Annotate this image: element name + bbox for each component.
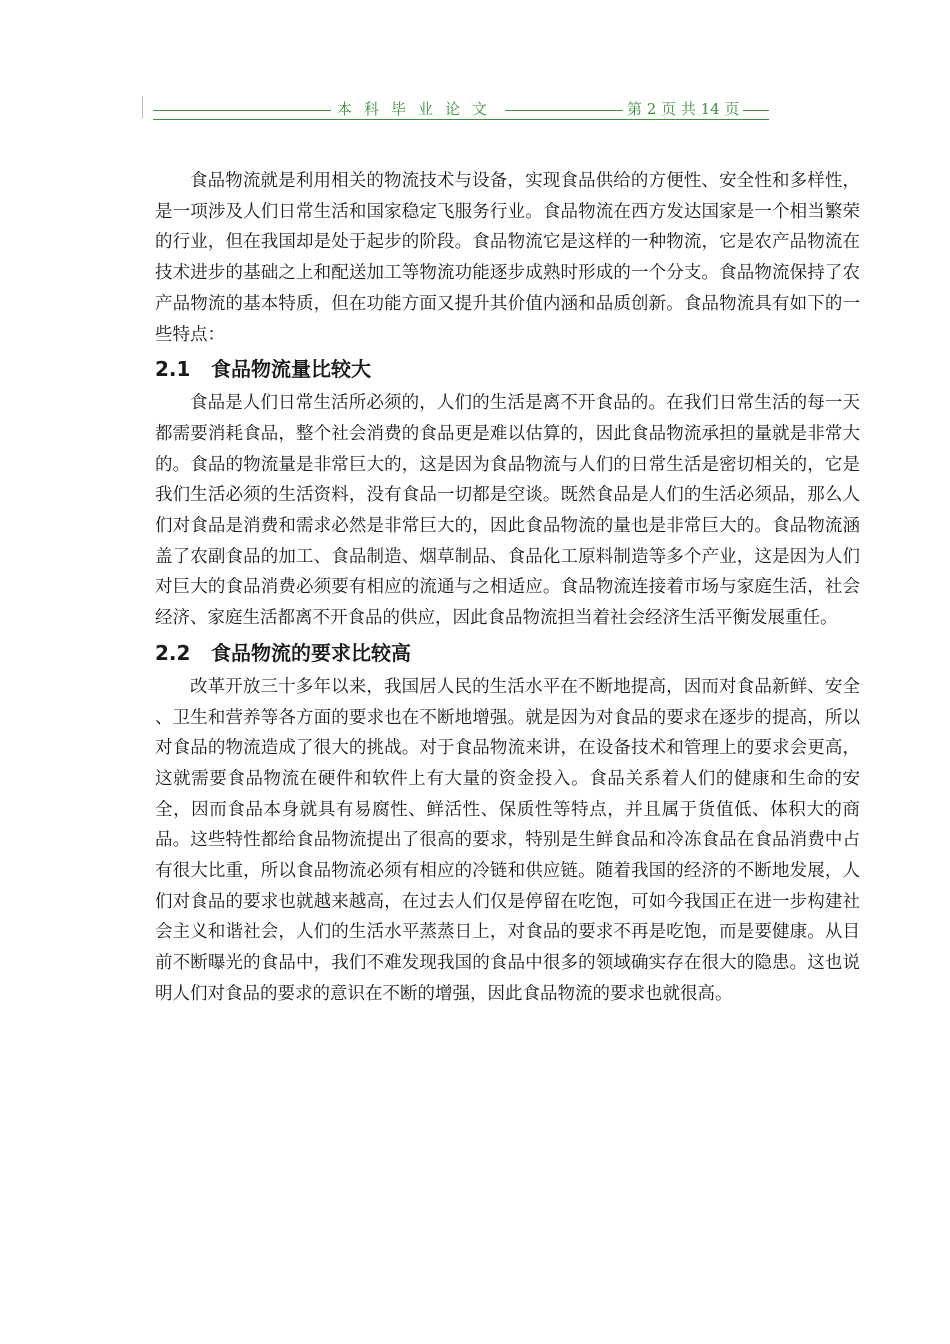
header-underline: [153, 119, 769, 120]
section-number: 2.1: [155, 357, 191, 382]
section-title: 食品物流的要求比较高: [211, 640, 411, 665]
page-header: [153, 99, 769, 121]
margin-corner-mark: [142, 96, 143, 118]
section-heading-2-1: [155, 352, 860, 386]
section-2-2-paragraph: 改革开放三十多年以来，我国居人民的生活水平在不断地提高，因而对食品新鲜、安全 、卫生和营养等各方面的要求也在不断地增强。就是因为对食品的要求在逐步的提高，所以对食品的物流造成了很大的挑战。对于食品物流来讲，在设备技术和管理上的要求会更高，这就需要食品物流在硬件和软件上有大量的资金投入。食品关系着人们的健康和生命的安全，因而食品本身就具有易腐性、鲜活性、保质性等特点，并且属于货值低、体积大的商品。这些特性都给食品物流提出了很高的要求，特别是生鲜食品和冷冻食品在食品消费中占有很大比重，所以食品物流必须有相应的冷链和供应链。随着我国的经济的不断地发展，人们对食品的要求也就越来越高，在过去人们仅是停留在吃饱，可如今我国正在进一步构建社会主义和谐社会，人们的生活水平蒸蒸日上，对食品的要求不再是吃饱，而是要健康。从目前不断曝光的食品中，我们不难发现我国的食品中很多的领域确实存在很大的隐患。这也说明人们对食品的要求的意识在不断的增强，因此食品物流的要求也就很高。: [155, 676, 860, 1004]
header-page-number: 第 2 页 共 14 页: [623, 99, 743, 119]
section-title: 食品物流量比较大: [211, 357, 371, 382]
section-2-1-paragraph: 食品是人们日常生活所必须的，人们的生活是离不开食品的。在我们日常生活的每一天都需要消耗食品，整个社会消费的食品更是难以估算的，因此食品物流承担的量就是非常大的。食品的物流量是非常巨大的，这是因为食品物流与人们的日常生活是密切相关的，它是我们生活必须的生活资料，没有食品一切都是空谈。既然食品是人们的生活必须品，那么人们对食品是消费和需求必然是非常巨大的，因此食品物流的量也是非常巨大的。食品物流涵盖了农副食品的加工、食品制造、烟草制品、食品化工原料制造等多个产业，这是因为人们对巨大的食品消费必须要有相应的流通与之相适应。食品物流连接着市场与家庭生活，社会经济、家庭生活都离不开食品的供应，因此食品物流担当着社会经济生活平衡发展重任。: [155, 393, 860, 629]
page-body: [155, 166, 860, 1010]
section-heading-2-2: [155, 636, 860, 670]
section-number: 2.2: [155, 640, 191, 665]
header-title: 本科毕业论文: [331, 99, 505, 119]
intro-paragraph: 食品物流就是利用相关的物流技术与设备，实现食品供给的方便性、安全性和多样性，是一项涉及人们日常生活和国家稳定飞服务行业。食品物流在西方发达国家是一个相当繁荣的行业，但在我国却是处于起步的阶段。食品物流它是这样的一种物流，它是农产品物流在技术进步的基础之上和配送加工等物流功能逐步成熟时形成的一个分支。食品物流保持了农产品物流的基本特质，但在功能方面又提升其价值内涵和品质创新。食品物流具有如下的一些特点：: [155, 171, 860, 345]
